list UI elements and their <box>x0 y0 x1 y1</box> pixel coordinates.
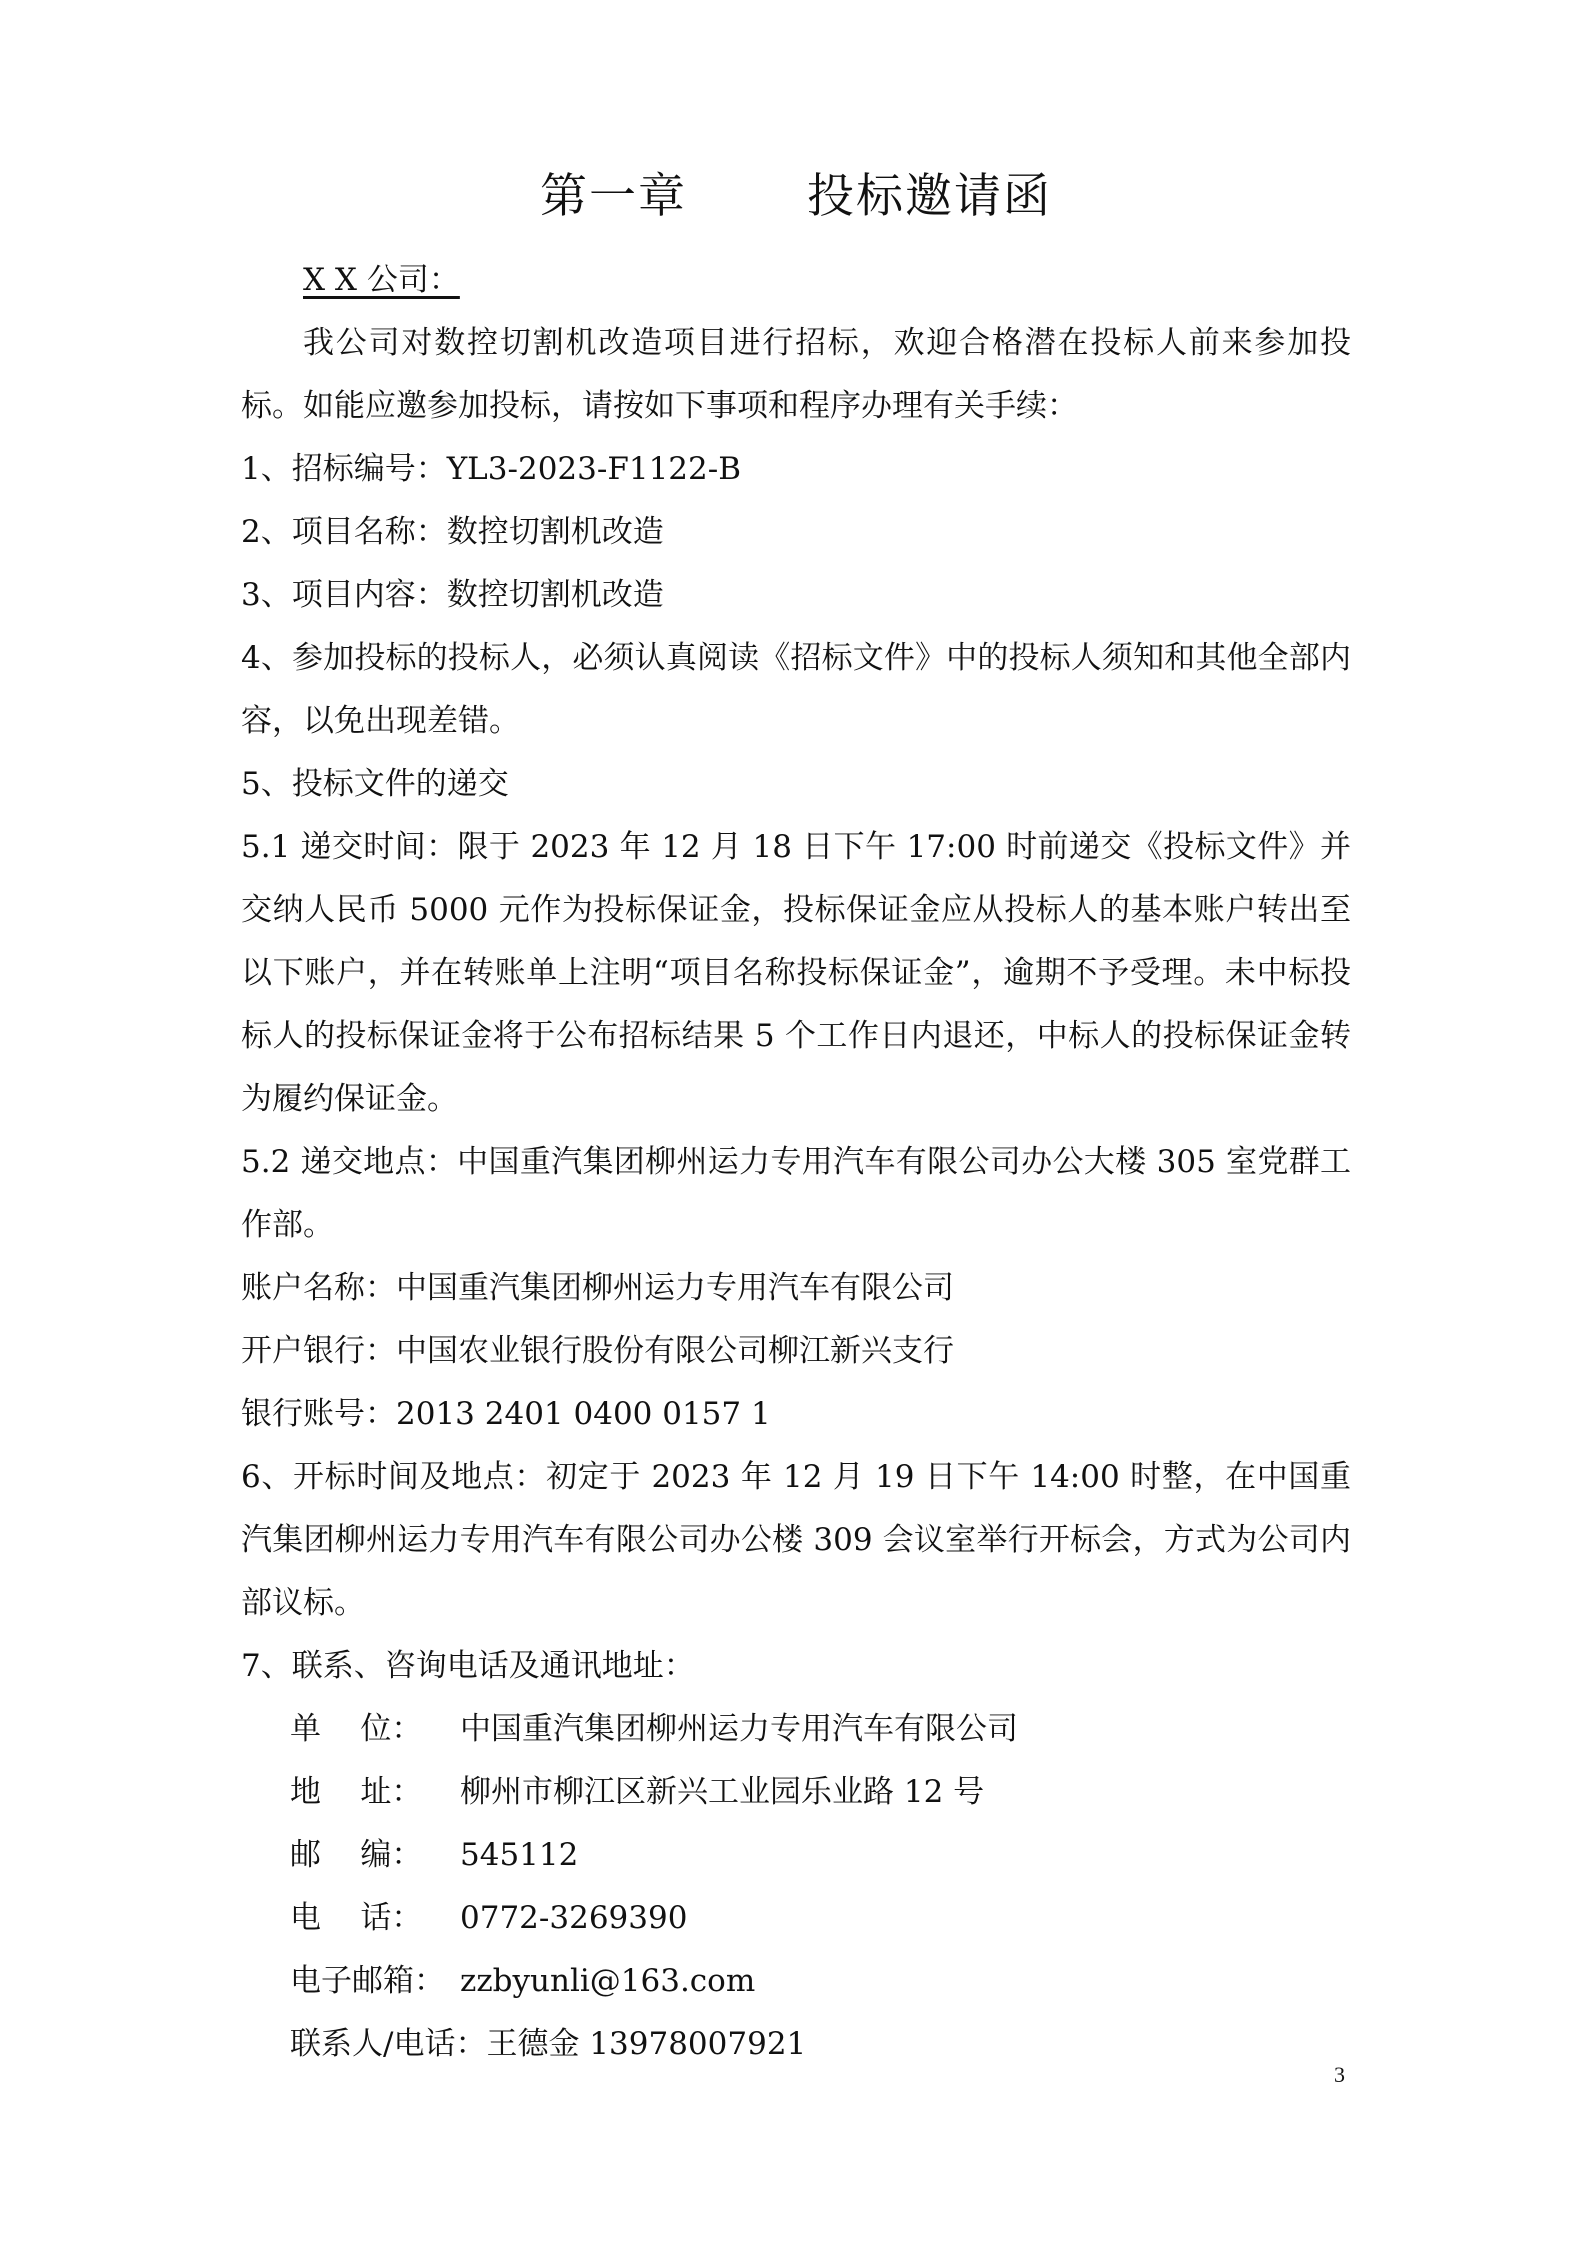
contact-email <box>241 1950 1351 2013</box>
chapter-heading: 投标邀请函 <box>807 169 1052 224</box>
contact-value: 王德金 13978007921 <box>486 2026 807 2062</box>
contact-label: 地 址： <box>290 1774 423 1810</box>
chapter-title <box>241 155 1351 239</box>
chapter-number: 第一章 <box>540 169 687 224</box>
contact-label: 单 位： <box>290 1711 423 1747</box>
account-name: 账户名称：中国重汽集团柳州运力专用汽车有限公司 <box>241 1270 954 1306</box>
item-submission-place: 5.2 递交地点：中国重汽集团柳州运力专用汽车有限公司办公大楼 305 室党群工作部。 <box>241 1144 1351 1243</box>
contact-person <box>241 2013 1351 2076</box>
item-bid-opening: 6、开标时间及地点：初定于 2023 年 12 月 19 日下午 14:00 时整，在中国重汽集团柳州运力专用汽车有限公司办公楼 309 会议室举行开标会，方式为公司内部议标。 <box>241 1459 1351 1621</box>
item-contact-heading: 7、联系、咨询电话及通讯地址： <box>241 1648 695 1684</box>
item-submission-time: 5.1 递交时间：限于 2023 年 12 月 18 日下午 17:00 时前递交《投标文件》并交纳人民币 5000 元作为投标保证金，投标保证金应从投标人的基本账户转出至以下账户，并在转账单上注明“项目名称投标保证金”，逾期不予受理。未中标投标人的投标保证金将于公布招标结果 5 个工作日内退还，中标人的投标保证金转为履约保证金。 <box>241 829 1351 1117</box>
bank-name: 开户银行：中国农业银行股份有限公司柳江新兴支行 <box>241 1333 954 1369</box>
contact-label: 电 话： <box>290 1900 423 1936</box>
item-project-content: 3、项目内容：数控切割机改造 <box>241 577 664 613</box>
contact-label: 电子邮箱： <box>290 1963 445 1999</box>
item-bidder-notice: 4、参加投标的投标人，必须认真阅读《招标文件》中的投标人须知和其他全部内容，以免出现差错。 <box>241 640 1351 739</box>
contact-postcode <box>241 1824 1351 1887</box>
item-project-name: 2、项目名称：数控切割机改造 <box>241 514 664 550</box>
contact-value: 0772-3269390 <box>460 1900 688 1936</box>
page-number: 3 <box>1334 2062 1345 2087</box>
contact-value: 柳州市柳江区新兴工业园乐业路 12 号 <box>460 1774 985 1810</box>
item-submission-heading: 5、投标文件的递交 <box>241 766 509 802</box>
contact-label: 邮 编： <box>290 1837 423 1873</box>
contact-value: 545112 <box>460 1837 579 1873</box>
contact-address <box>241 1761 1351 1824</box>
salutation: X X 公司： <box>303 262 460 298</box>
intro-paragraph: 我公司对数控切割机改造项目进行招标，欢迎合格潜在投标人前来参加投标。如能应邀参加投标，请按如下事项和程序办理有关手续： <box>241 325 1351 424</box>
contact-unit <box>241 1698 1351 1761</box>
account-number: 银行账号：2013 2401 0400 0157 1 <box>241 1396 771 1432</box>
contact-value: zzbyunli@163.com <box>460 1963 756 1999</box>
contact-label: 联系人/电话： <box>290 2026 487 2062</box>
contact-value: 中国重汽集团柳州运力专用汽车有限公司 <box>460 1711 1018 1747</box>
document-body <box>241 155 1351 2076</box>
contact-phone <box>241 1887 1351 1950</box>
item-bid-number: 1、招标编号：YL3-2023-F1122-B <box>241 451 741 487</box>
